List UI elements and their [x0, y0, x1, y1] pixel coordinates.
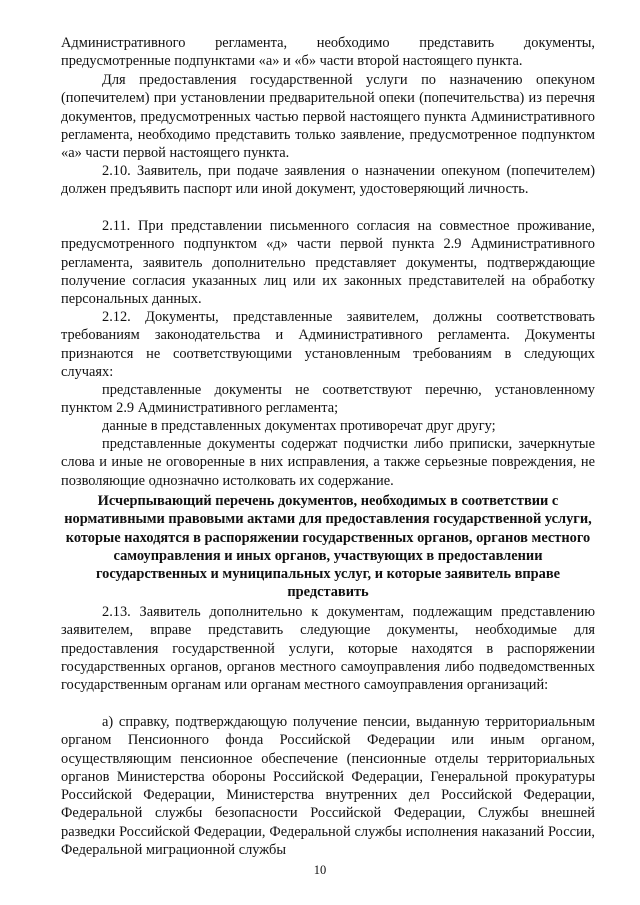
paragraph-2-11: 2.11. При представлении письменного согласия на совместное проживание, предусмотренного подпунктом «д» части первой пункта 2.9 Административного регламента, заявитель дополнительно представляет документы, подтверждающие получение согласия указанных лиц или их законных представителей на обработку персональных данных. [61, 218, 595, 308]
list-item-a-pension-certificate: а) справку, подтверждающую получение пенсии, выданную территориальным органом Пенсионного фонда Российской Федерации или иным органом, осуществляющим пенсионное обеспечение (пенсионные отделы территориальных органов Министерства обороны Российской Федерации, Генеральной прокуратуры Российской Федерации, Министерства внутренних дел Российской Федерации, Федеральной службы безопасности Российской Федерации, Службы внешней разведки Российской Федерации, Федеральной службы исполнения наказаний России, Федеральной миграционной службы [61, 714, 595, 859]
page-number: 10 [313, 863, 327, 877]
paragraph-2-10: 2.10. Заявитель, при подаче заявления о назначении опекуном (попечителем) должен предъявить паспорт или иной документ, удостоверяющий личность. [61, 163, 595, 198]
list-item-corrections: представленные документы содержат подчистки либо приписки, зачеркнутые слова и иные не оговоренные в них исправления, а также серьезные повреждения, не позволяющие однозначно истолковать их содержание. [61, 436, 595, 489]
list-item-mismatch: представленные документы не соответствуют перечню, установленному пунктом 2.9 Административного регламента; [61, 382, 595, 417]
paragraph-preliminary-guardianship: Для предоставления государственной услуги по назначению опекуном (попечителем) при установлении предварительной опеки (попечительства) из перечня документов, предусмотренных частью первой настоящего пункта Административного регламента, необходимо представить только заявление, предусмотренное подпунктом «а» части первой настоящего пункта. [61, 72, 595, 162]
paragraph-2-12: 2.12. Документы, представленные заявителем, должны соответствовать требованиям законодательства и Административного регламента. Документы признаются не соответствующими установленным требованиям в следующих случаях: [61, 309, 595, 380]
paragraph-continuation: Административного регламента, необходимо представить документы, предусмотренные подпунктами «а» и «б» части второй настоящего пункта. [61, 35, 595, 70]
section-heading: Исчерпывающий перечень документов, необходимых в соответствии с нормативными правовыми актами для предоставления государственной услуги, которые находятся в распоряжении государственных органов, органов местного самоуправления и иных органов, участвующих в предоставлении государственных и муниципальных услуг, и которые заявитель вправе представить [64, 493, 592, 601]
list-item-contradiction: данные в представленных документах противоречат друг другу; [102, 418, 496, 434]
paragraph-2-13: 2.13. Заявитель дополнительно к документам, подлежащим представлению заявителем, вправе представить следующие документы, необходимые для предоставления государственной услуги, которые находятся в распоряжении государственных органов, органов местного самоуправления либо подведомственных государственным органам или органам местного самоуправления организаций: [61, 604, 595, 694]
